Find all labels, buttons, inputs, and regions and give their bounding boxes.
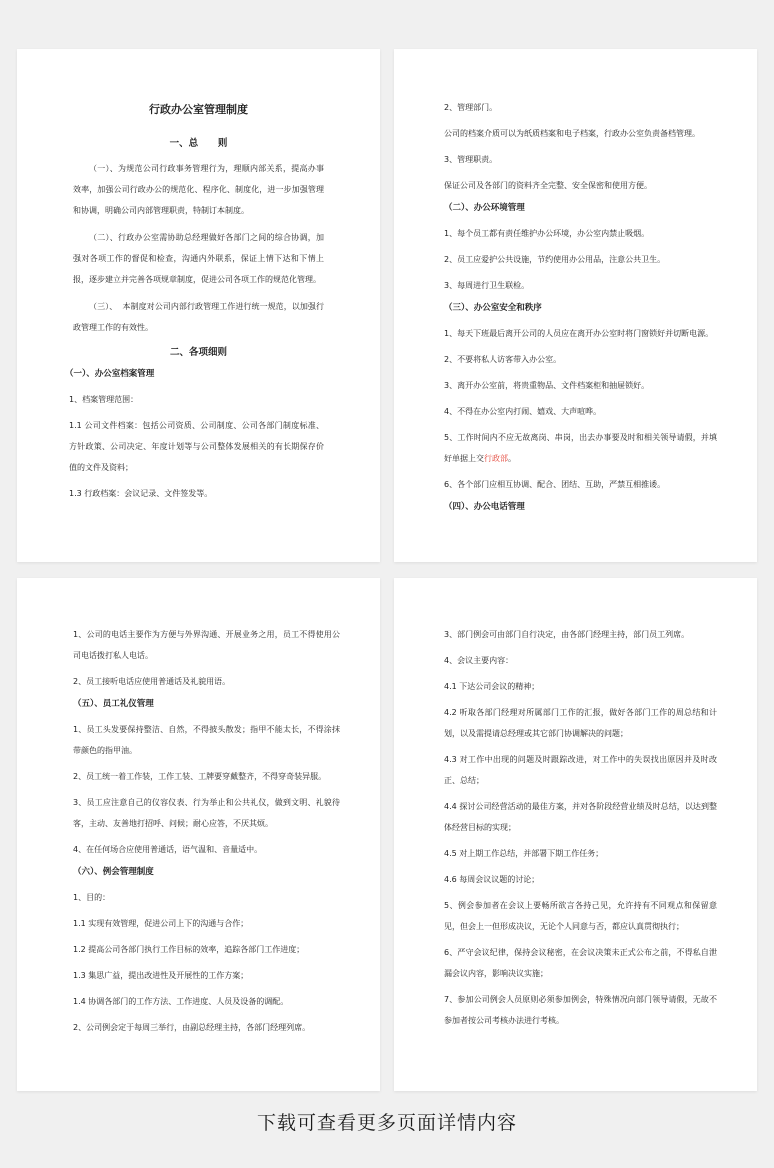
subsection-heading: （五）、员工礼仪管理 — [73, 699, 154, 709]
document-page-4 — [394, 578, 757, 1091]
paragraph: 1.3 集思广益，提出改进性及开展性的工作方案； — [73, 971, 249, 980]
paragraph: 3、离开办公室前，将贵重物品、文件档案柜和抽屉锁好。 — [444, 381, 650, 390]
paragraph: 2、管理部门。 — [444, 103, 498, 112]
download-more-link[interactable]: 下载可查看更多页面详情内容 — [256, 1112, 517, 1134]
paragraph: （三）、 本制度对公司内部行政管理工作进行统一规范，以加强行政管理工作的有效性。 — [73, 302, 324, 332]
paragraph: 1、每个员工都有责任维护办公环境，办公室内禁止吸烟。 — [444, 229, 650, 238]
document-page-2 — [394, 49, 757, 562]
section-general-heading: 一、总 则 — [169, 138, 228, 149]
paragraph: 4.5 对上期工作总结，并部署下期工作任务； — [444, 849, 604, 858]
paragraph: 4、会议主要内容： — [444, 656, 514, 665]
subsection-heading: （二）、办公环境管理 — [444, 203, 525, 213]
paragraph: 4.3 对工作中出现的问题及时跟踪改进，对工作中的失误找出原因并及时改正、总结； — [444, 755, 717, 785]
subsection-heading: （一）、办公室档案管理 — [65, 369, 155, 379]
paragraph: 4.1 下达公司会议的精神； — [444, 682, 540, 691]
document-page-1 — [17, 49, 380, 562]
paragraph: 1、公司的电话主要作为方便与外界沟通、开展业务之用，员工不得使用公司电话拨打私人电话。 — [73, 630, 340, 660]
paragraph: 6、严守会议纪律，保持会议秘密，在会议决策未正式公布之前，不得私自泄漏会议内容，影响决议实施； — [444, 948, 717, 978]
paragraph: 1.4 协调各部门的工作方法、工作进度、人员及设备的调配。 — [73, 997, 289, 1006]
paragraph: 2、不要将私人访客带入办公室。 — [444, 355, 562, 364]
paragraph: 3、部门例会可由部门自行决定，由各部门经理主持，部门员工列席。 — [444, 630, 690, 639]
subsection-heading: （三）、办公室安全和秩序 — [444, 303, 542, 313]
paragraph: 4.4 探讨公司经营活动的最佳方案，并对各阶段经营业绩及时总结，以达到整体经营目标的实现； — [444, 802, 717, 832]
paragraph: 2、员工应爱护公共设施，节约使用办公用品，注意公共卫生。 — [444, 255, 666, 264]
paragraph: 3、管理职责。 — [444, 155, 498, 164]
paragraph: （二）、行政办公室需协助总经理做好各部门之间的综合协调，加强对各项工作的督促和检查，沟通内外联系，保证上情下达和下情上报，逐步建立并完善各项规章制度，促进公司各项工作的规范化管理。 — [73, 233, 324, 284]
paragraph: 保证公司及各部门的资料齐全完整、安全保密和使用方便。 — [444, 181, 652, 190]
paragraph: 3、每周进行卫生联检。 — [444, 281, 530, 290]
paragraph: 4、不得在办公室内打闹、嬉戏、大声喧哗。 — [444, 407, 602, 416]
paragraph: 1.1 公司文件档案：包括公司资质、公司制度、公司各部门制度标准、方针政策、公司决定、年度计划等与公司整体发展相关的有长期保存价值的文件及资料； — [69, 421, 324, 472]
paragraph: 6、各个部门应相互协调、配合、团结、互助，严禁互相推诿。 — [444, 480, 666, 489]
paragraph: 1.3 行政档案：会议记录、文件签发等。 — [69, 489, 213, 498]
paragraph: 2、员工统一着工作装，工作工装、工牌要穿戴整齐，不得穿奇装异服。 — [73, 772, 327, 781]
paragraph: 3、员工应注意自己的仪容仪表、行为举止和公共礼仪，做到文明、礼貌待客，主动、友善地打招呼、问候；耐心应答，不厌其烦。 — [73, 798, 340, 828]
subsection-heading: （六）、例会管理制度 — [73, 867, 154, 877]
paragraph: 1.1 实现有效管理，促进公司上下的沟通与合作； — [73, 919, 249, 928]
paragraph: 2、公司例会定于每周三举行，由副总经理主持，各部门经理列席。 — [73, 1023, 311, 1032]
paragraph: 2、员工接听电话应使用普通话及礼貌用语。 — [73, 677, 231, 686]
paragraph: 1、每天下班最后离开公司的人员应在离开办公室时将门窗锁好并切断电源。 — [444, 329, 714, 338]
paragraph: 1、目的： — [73, 893, 111, 902]
subsection-heading: （四）、办公电话管理 — [444, 502, 525, 512]
paragraph: 4.2 听取各部门经理对所属部门工作的汇报，做好各部门工作的周总结和计划，以及需提请总经理或其它部门协调解决的问题； — [444, 708, 717, 738]
document-page-3 — [17, 578, 380, 1091]
paragraph: 1、员工头发要保持整洁、自然，不得披头散发；指甲不能太长，不得涂抹带颜色的指甲油。 — [73, 725, 340, 755]
document-title: 行政办公室管理制度 — [149, 103, 248, 116]
paragraph: 7、参加公司例会人员原则必须参加例会，特殊情况向部门领导请假，无故不参加者按公司考核办法进行考核。 — [444, 995, 717, 1025]
paragraph: 1.2 提高公司各部门执行工作目标的效率，追踪各部门工作进度； — [73, 945, 305, 954]
paragraph: （一）、为规范公司行政事务管理行为，理顺内部关系，提高办事效率，加强公司行政办公的规范化、程序化、制度化，进一步加强管理和协调，明确公司内部管理职责，特制订本制度。 — [73, 164, 324, 215]
paragraph: 1、档案管理范围： — [69, 395, 139, 404]
text-run: 5、工作时间内不应无故离岗、串岗，出去办事要及时和相关领导请假，并填好单据上交 — [444, 433, 717, 463]
paragraph: 5、例会参加者在会议上要畅所欲言各持己见，允许持有不同观点和保留意见，但会上一但形成决议，无论个人同意与否，都应认真贯彻执行； — [444, 901, 717, 931]
section-details-heading: 二、各项细则 — [169, 347, 227, 358]
paragraph — [444, 427, 717, 469]
highlighted-text: 行政部 — [484, 454, 508, 463]
paragraph: 4.6 每周会议议题的讨论； — [444, 875, 540, 884]
paragraph: 公司的档案介质可以为纸质档案和电子档案，行政办公室负责备档管理。 — [444, 129, 700, 138]
text-run: 。 — [508, 454, 516, 463]
paragraph: 4、在任何场合应使用普通话，语气温和、音量适中。 — [73, 845, 263, 854]
